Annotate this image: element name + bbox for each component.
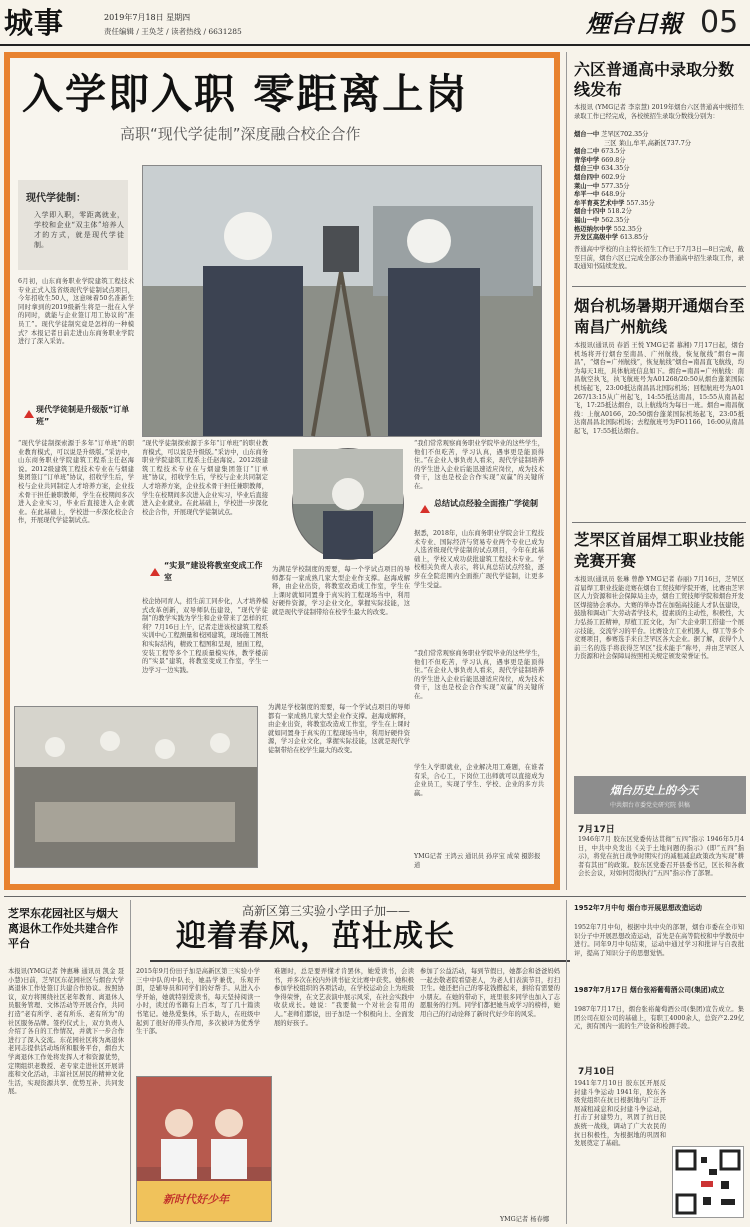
definition-text: 入学即入职，零距离就业，学校和企业“双主体”培养人才的方式，就是现代学徒制。 bbox=[34, 211, 124, 249]
section3-text: 据悉，2018年，山东商务职业学院会计工程技术专业、国际经济与贸易专业两个专业已成为人选省级现代学徒制的试点项目，今年在此基础上，学校又成功获批建筑工程技术专业。学校相关负责人表示，将认真总结试点经验，逐步在全院范围内全面推广现代学徒制，让更多学生受益。 bbox=[414, 530, 544, 589]
score-row: 烟台十四中 518.2分 bbox=[574, 208, 632, 216]
editor-info: 责任编辑 / 王奂芝 / 读者热线 / 6631285 bbox=[104, 27, 242, 36]
section-marker bbox=[150, 568, 160, 576]
rc1-headline: 六区普通高中录取分数线发布 bbox=[574, 60, 735, 99]
paper-name: 煙台日報 bbox=[586, 10, 682, 38]
section3-text3: 学生入学即就业，企业解决用工难题，在谁者有采，合心工，下岗位工出师就可以直接成为企业员工，实现了学生、学校、企业的多方共赢。 bbox=[414, 764, 544, 797]
score-row: 福山一中 562.35分 bbox=[574, 216, 630, 224]
history-date-1: 7月17日 bbox=[578, 825, 615, 835]
history-text-2: 1941年7月10日 胶东区开展反封建斗争运动 1941年，胶东各级党组织在抗日根据地内广泛开展减租减息和反封建斗争运动，打击了封建势力，巩固了抗日民族统一战线，调动了广大农民的抗日积极性，为根据地的巩固和发展奠定了基础。 bbox=[574, 1080, 666, 1148]
score-row: 青华中学 669.8分 bbox=[574, 156, 626, 164]
photo-child-caption: 新时代好少年 bbox=[163, 1193, 229, 1206]
score-row: 莱山一中 577.35分 bbox=[574, 182, 630, 190]
feature-headline: 入学即入职 零距离上岗 bbox=[22, 70, 469, 118]
history-item-1987: 1987年7月17日 烟台张裕葡萄酒公司(集团)成立 bbox=[574, 986, 725, 994]
rc1-tail: 普通高中学校的自主特长招生工作已于7月3日—8日完成，截至目前，烟台六区已完成全部公办普通高中招生录取工作，录取通知书陆续发放。 bbox=[574, 246, 745, 271]
feature-col3-text: 为满足学校制度的需要，每一个学试点项目的导师都有一家成熟几家大型企业作支撑。赵海成解释，由企业出资，将教室改造成工作室，学生在上课时就如同置身于真实的工程现场当中，利用好硬件资源，学习企业文化，掌握实际技能，这就是现代学徒制带给在校学生最大的改变。 bbox=[272, 566, 410, 616]
mb-col1: 2015年9月份田子加是高新区第三实验小学三中中队的中队长，她品学兼优，乐观开朗，是辅导员和同学们的好帮手。从进入小学开始，她就特别爱读书，每天坚持阅读一小时，读过的书籍有上百本，写了几十篇读书笔记。她热爱集体，乐于助人，在班级中起到了很好的带头作用，多次被评为优秀学生干部。 bbox=[136, 968, 260, 1036]
score-row: 烟台二中 673.5分 bbox=[574, 148, 626, 156]
photo-classroom-graphic bbox=[15, 707, 257, 867]
history-date-2: 7月10日 bbox=[578, 1067, 615, 1077]
section-marker bbox=[420, 505, 430, 513]
masthead-rule bbox=[0, 44, 750, 46]
score-row: 三区 莱山,牟平,高新区737.7分 bbox=[604, 139, 692, 147]
issue-date: 2019年7月18日 星期四 bbox=[104, 13, 191, 22]
photo-child bbox=[136, 1076, 272, 1222]
score-row: 烟台四中 602.9分 bbox=[574, 173, 626, 181]
score-list bbox=[574, 131, 744, 243]
score-row: 烟台三中 634.35分 bbox=[574, 165, 630, 173]
history-subtitle: 中共烟台市委党史研究院 供稿 bbox=[610, 802, 690, 809]
rc2-headline: 烟台机场暑期开通烟台至南昌广州航线 bbox=[574, 297, 745, 336]
mb-byline: YMG记者 杨春娜 bbox=[500, 1216, 550, 1223]
history-text-1952: 1952年7月中旬，根据中共中央的部署，烟台市委在全市知识分子中开展思想改造运动，首先是在高等院校和中学教员中进行。同年9月中旬结束，运动中通过学习和批评与自我批评，提高了知识分子的思想觉悟。 bbox=[574, 924, 745, 957]
mb-headline-underline bbox=[150, 960, 570, 962]
photo-round bbox=[292, 448, 404, 560]
masthead bbox=[0, 0, 750, 46]
bottom-divider bbox=[4, 896, 746, 897]
section3-title: 总结试点经验全面推广学徒制 bbox=[434, 499, 538, 508]
rc3-text: 本报讯(通讯员 张琳 曾静 YMG记者 春丽) 7月16日，芝罘区首届焊工职业技能竞赛在烟台工贸技师学院开赛，比赛由芝罘区人力资源和社会保障局主办，烟台工贸技师学院和烟台开发区焊接协会承办。大赛的举办旨在加强高技能人才队伍建设，鼓励和调动广大劳动者学技术，提素质的主动性，积极性，大力弘扬工匠精神，厚植工匠文化，为广大企业职工搭建一个展示技能，交流学习的平台。比赛设立工业机器人，焊工等多个竞赛项目，参赛选手来自芝罘区各大企业。据了解，获得个人前三名的选手将获得芝罘区“技术能手”称号，并由芝罘区人力资源和社会保障局按照相关规定颁发荣誉证书。 bbox=[574, 576, 745, 661]
section1-title: 现代学徒制是升级版“订单班” bbox=[36, 405, 130, 426]
section2-title: “实景”建设将教室变成工作室 bbox=[164, 561, 263, 582]
definition-box bbox=[18, 180, 128, 270]
rc-divider bbox=[572, 286, 746, 287]
column-divider bbox=[566, 900, 567, 1224]
section-marker bbox=[24, 410, 34, 418]
rc1-lead: 本报讯 (YMG记者 李京慧) 2019年烟台六区普通高中统招生录取工作已经完成，各校统招生录取分数线分别为： bbox=[574, 104, 744, 120]
feature-byline: YMG记者 王鸿云 通讯员 孙序宝 成荣 摄影报道 bbox=[414, 853, 541, 869]
feature-subhead: 高职“现代学徒制”深度融合校企合作 bbox=[120, 125, 361, 143]
rc2-text: 本报讯(通讯员 春滔 王悦 YMG记者 慕湘) 7月17日起，烟台机场将开行烟台至南昌、广州航线，恢复航线“烟台=南昌”，“烟台=广州航线”，恢复航线“烟台=南昌直飞航线，均为每天1班，具体航班信息如下。烟台=南昌=广州航线：南昌航空执飞，执飞航班号为A01268/20:50从烟台蓬莱国际机场起飞，23:00抵达南昌昌北国际机场；回程航班号为A01267/13:15从广州起飞，14:55抵达南昌，15:55从南昌起飞，17:25抵达烟台，以上航线均为每日一班。烟台=南昌航线：上航A0166，20:50烟台蓬莱国际机场起飞，23:05抵达南昌昌北国际机场；去程航班号为FO1166，16:00从南昌起飞，17:55抵达烟台。 bbox=[574, 342, 744, 435]
qr-code-graphic bbox=[673, 1147, 743, 1217]
section2-text: 校企协同育人，招生前工同步化，人才培养模式改革创新，双导师队伍建设，“现代学徒制”的教学实践为学生和企业带来了怎样的红利？7月16日上午，记者走进该校建筑工程系实训中心工程测量和校园建筑，现场施工图纸和实际结构，精致工程图和呈现，屋面工程，安装工程等多个工程质量模实体，教学楼前的“实景”建筑，将教室变成工作室，学生一边学习一边实践。 bbox=[142, 598, 268, 674]
history-text-1987: 1987年7月17日，烟台张裕葡萄酒公司(集团)宣告成立。集团公司在原公司的基础上，有职工4000余人，总资产2.29亿元，拥有国内一流的生产设备和检测手段。 bbox=[574, 1006, 744, 1031]
score-row: 开发区高级中学 613.85分 bbox=[574, 234, 649, 242]
mb-col3: 参加了公益活动，每到节假日，她都会和爸爸妈妈一起去敬老院看望老人，为老人们表演节目，打扫卫生。她还把自己的零花钱攒起来，捐给有需要的小朋友。在她的带动下，班里很多同学也加入了志愿服务的行列。同学们都把她当成学习的榜样，她用自己的行动诠释了新时代好少年的风采。 bbox=[420, 968, 560, 1018]
score-row: 格迈纳尔中学 552.35分 bbox=[574, 225, 643, 233]
score-row: 牟平育英艺术中学 557.35分 bbox=[574, 199, 655, 207]
section-title: 城事 bbox=[4, 6, 65, 40]
lb-headline: 芝罘东花园社区与烟大离退休工作处共建合作平台 bbox=[8, 907, 118, 950]
section1-text: “现代学徒制探索源于多年“订单班”的职业教育模式，可以说是升级版。”采访中，山东商务职业学院建筑工程系主任赵海说。2012级建筑工程技术专业在与烟建集团签订“订单班”协议，招收学生后，学校与企业共同制定人才培养方案，企业技术骨干担任兼职教师，学生在校期间多次进入企业实习，毕业后直接进入企业就业。在此基础上，学校进一步深化校企合作，开展现代学徒制试点。 bbox=[18, 440, 134, 525]
definition-title: 现代学徒制： bbox=[26, 193, 86, 204]
photo-survey-students bbox=[142, 165, 542, 437]
history-item-1952: 1952年7月中旬 烟台市开展思想改造运动 bbox=[574, 904, 702, 912]
feature-intro: 6月初，山东商务职业学院建筑工程技术专业正式入选省级现代学徒制试点项目，今年招收生50人，这意味着50名准新生同时拿到的2019级新生将是一批在入学的同时，就能与企业签订用工协议的“准员工”。现代学徒制究竟是怎样的一种模式？本报记者日前走进山东商务职业学院进行了深入采访。 bbox=[18, 278, 134, 346]
photo-survey-graphic bbox=[143, 166, 541, 436]
page-number: 05 bbox=[700, 5, 739, 40]
mb-headline: 迎着春风，茁壮成长 bbox=[176, 919, 455, 954]
history-banner bbox=[574, 776, 746, 814]
mb-col2: 难题时，总是要弄懂才肯罢休，她爱读书，会读书，并多次在校内外读书征文比赛中获奖。她积极参加学校组织的各项活动，在学校运动会上为班级争得荣誉，在文艺表演中展示风采，在社会实践中收获成长。她说：“我要做一个对社会有用的人。”老师们都说，田子加是一个积极向上、全面发展的好孩子。 bbox=[274, 968, 414, 1027]
feature-col4-top: “我们常常观察商务职业学院毕业的这些学生，他们不但吃苦，学习认真，遇事更是能顶得住。”在企业人事负责人看来，现代学徒制培养的学生进入企业后能迅速适应岗位，成为技术骨干，这也是校企合作实现“双赢”的关键所在。 bbox=[414, 440, 544, 490]
photo-round-graphic bbox=[293, 449, 403, 559]
score-row: 烟台一中 芝罘区702.35分 bbox=[574, 131, 649, 138]
history-title: 烟台历史上的今天 bbox=[610, 784, 698, 797]
rc3-headline: 芝罘区首届焊工职业技能竞赛开赛 bbox=[574, 531, 745, 570]
rc-divider bbox=[572, 522, 746, 523]
photo-classroom bbox=[14, 706, 258, 868]
column-divider bbox=[566, 52, 567, 890]
feature-col2-text: “现代学徒制探索源于多年“订单班”的职业教育模式，可以说是升级版。”采访中，山东商务职业学院建筑工程系主任赵海说。2012级建筑工程技术专业在与烟建集团签订“订单班”协议，招收学生后，学校与企业共同制定人才培养方案，企业技术骨干担任兼职教师，学生在校期间多次进入企业实习，毕业后直接进入企业就业。在此基础上，学校进一步深化校企合作，开展现代学徒制试点。 bbox=[142, 440, 269, 516]
score-row: 牟平一中 648.9分 bbox=[574, 191, 626, 199]
section3-text2: “我们常常观察商务职业学院毕业的这些学生，他们不但吃苦，学习认真，遇事更是能顶得住。”在企业人事负责人看来，现代学徒制培养的学生进入企业后能迅速适应岗位，成为技术骨干，这也是校企合作实现“双赢”的关键所在。 bbox=[414, 650, 544, 700]
history-text-1: 1946年7月 胶东区党委传达贯彻“五四”指示 1946年5月4日，中共中央发出《关于土地问题的指示》(即“五四”指示)，将党在抗日战争时期实行的减租减息政策改为实现“耕者有其田”的政策。胶东区党委召开县委书记，区长和各救会长会议，对如何贯彻执行“五四”指示作了部署。 bbox=[578, 836, 744, 878]
qr-code[interactable] bbox=[672, 1146, 744, 1218]
lb-text: 本报讯(YMG记者 钟惠琳 通讯员 凯金 聂小慧)日前，芝罘区东花园社区与烟台大学离退休工作处签订共建合作协议。按照协议，双方将围绕社区老年教育、离退休人员服务管理、文体活动等开展合作，共同打造“老有所学、老有所乐、老有所为”的社区服务品牌。签约仪式上，双方负责人介绍了各自的工作情况，并就下一步合作进行了深入交流。东花园社区将为离退休老同志提供活动场所和服务平台，烟台大学离退休工作处将发挥人才和资源优势，定期组织老教授、老专家走进社区开展讲座和文化活动，丰富社区居民的精神文化生活，实现资源共享、优势互补、共同发展。 bbox=[8, 968, 124, 1096]
feature-col2b-text: 为满足学校制度的需要，每一个学试点项目的导师都有一家成熟几家大型企业作支撑。赵海成解释，由企业出资，将教室改造成工作室，学生在上课时就如同置身于真实的工程现场当中，利用好硬件资源，学习企业文化，掌握实际技能，这就是现代学徒制带给在校学生最大的改变。 bbox=[268, 704, 410, 754]
column-divider bbox=[130, 900, 131, 1224]
mb-kicker: 高新区第三实验小学田子加—— bbox=[242, 904, 411, 918]
